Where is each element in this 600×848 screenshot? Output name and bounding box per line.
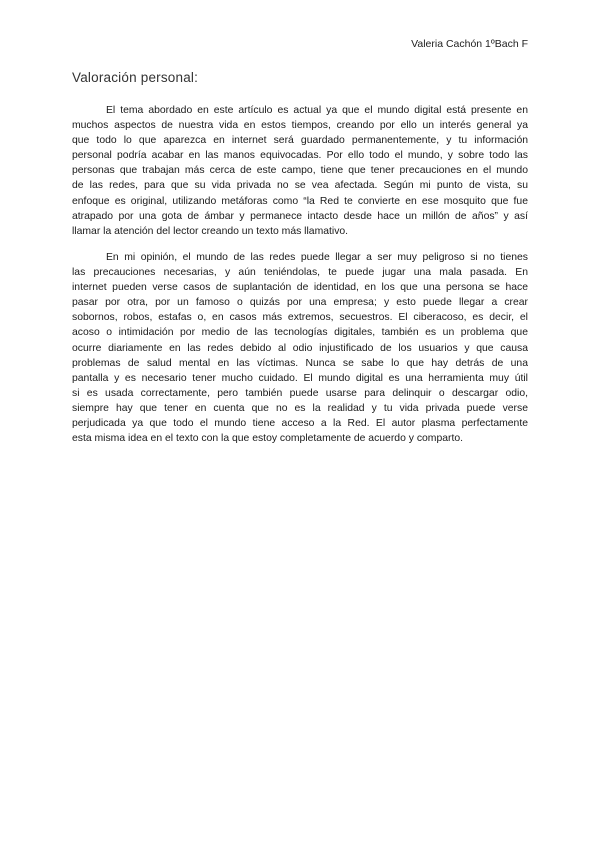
text-line: personas que trabajan más cerca de este campo, tiene que tener precauciones en el mundo bbox=[72, 165, 528, 177]
text-line: acoso o intimidación por medio de las tecnologías digitales, también es un problema que bbox=[72, 327, 528, 339]
text-line: internet pueden verse casos de suplantación de identidad, en los que una persona se hace bbox=[72, 282, 528, 294]
text-line: ocurre diariamente en las redes debido al odio injustificado de los usuarios y que causa bbox=[72, 342, 528, 354]
text-line: llamar la atención del lector creando un texto más llamativo. bbox=[72, 225, 349, 237]
text-line: pantalla y es necesario tener mucho cuidado. El mundo digital es una herramienta muy útil bbox=[72, 372, 528, 384]
text-line: perjudicada ya que todo el mundo tiene acceso a la Red. El autor plasma perfectamente bbox=[72, 418, 528, 430]
text-line: pasar por otra, por un famoso o quizás por una empresa; y esto puede llegar a crear bbox=[72, 297, 528, 309]
paragraph-2 bbox=[72, 250, 528, 446]
text-line: enfoque es original, utilizando metáforas como “la Red te convierte en ese mosquito que fue bbox=[72, 195, 528, 207]
text-line: de las redes, para que su vida privada no se vea afectada. Según mi punto de vista, su bbox=[72, 180, 528, 192]
text-line: En mi opinión, el mundo de las redes puede llegar a ser muy peligroso si no tienes bbox=[106, 252, 528, 263]
section-title: Valoración personal: bbox=[72, 70, 199, 85]
text-line: que todo lo que aparezca en internet será guardado permanentemente, y tu información bbox=[72, 135, 528, 147]
text-line: esta misma idea en el texto con la que estoy completamente de acuerdo y comparto. bbox=[72, 433, 464, 445]
text-line: muchos aspectos de nuestra vida en estos tiempos, creando por ello un interés general ya bbox=[72, 120, 528, 132]
text-line: El tema abordado en este artículo es actual ya que el mundo digital está presente en bbox=[106, 105, 528, 116]
text-line: atrapado por una gota de ámbar y permanece intacto desde hace un millón de años” y así bbox=[72, 210, 528, 222]
text-line: sobornos, robos, estafas o, en casos más extremos, secuestros. El ciberacoso, es decir, el bbox=[72, 312, 528, 324]
text-line: siempre hay que tener en cuenta que no es la realidad y tu vida privada puede verse bbox=[72, 402, 528, 414]
header-author: Valeria Cachón 1ºBach F bbox=[411, 38, 528, 50]
text-line: personal podría acabar en las manos equivocadas. Por ello todo el mundo, y sobre todo las bbox=[72, 150, 528, 162]
text-line: problemas de salud mental en las víctimas. Nunca se sabe lo que hay detrás de una bbox=[72, 357, 528, 369]
text-line: si es usada correctamente, pero también puede usarse para delinquir o descargar odio, bbox=[72, 387, 528, 399]
paragraph-1 bbox=[72, 103, 528, 239]
text-line: las precauciones necesarias, y aún teniéndolas, te puede jugar una mala pasada. En bbox=[72, 267, 528, 279]
